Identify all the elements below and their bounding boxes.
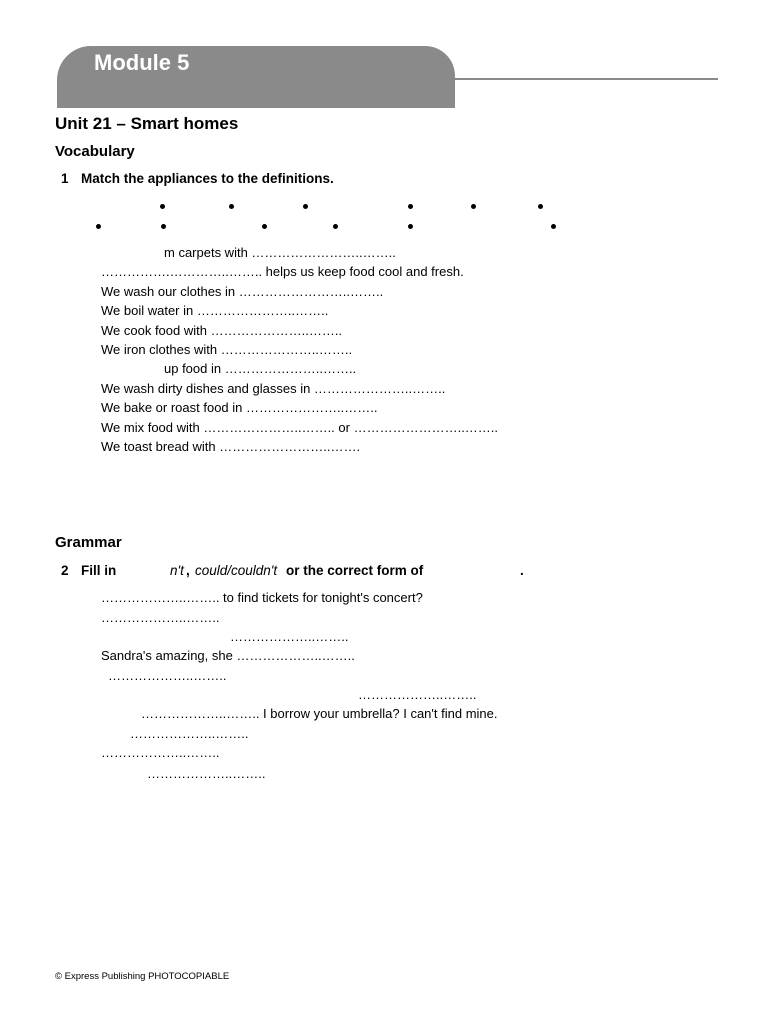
grammar-line: ………………..…….. to find tickets for tonight's concert?: [101, 590, 423, 605]
bullet-dot: [408, 224, 413, 229]
bullet-dot: [161, 224, 166, 229]
vocabulary-line: We bake or roast food in …………………..……..: [101, 400, 378, 415]
vocabulary-line: We wash dirty dishes and glasses in …………………..……..: [101, 381, 446, 396]
vocabulary-line: We toast bread with ……………………..…….: [101, 439, 361, 454]
bullet-dot: [229, 204, 234, 209]
vocabulary-line: up food in …………………..……..: [164, 361, 357, 376]
vocabulary-line: We iron clothes with …………………..……..: [101, 342, 353, 357]
vocabulary-line: We wash our clothes in ……………………..……..: [101, 284, 384, 299]
grammar-line: ………………..……..: [101, 745, 220, 760]
exercise-2-number: 2: [61, 563, 69, 578]
vocabulary-heading: Vocabulary: [55, 143, 135, 160]
grammar-line: ………………..……..: [130, 726, 249, 741]
bullet-dot: [471, 204, 476, 209]
footer-copyright: © Express Publishing PHOTOCOPIABLE: [55, 971, 230, 982]
exercise-2-instruction-end: .: [520, 563, 524, 578]
bullet-dot: [551, 224, 556, 229]
vocabulary-line: We cook food with …………………..……..: [101, 323, 343, 338]
bullet-dot: [408, 204, 413, 209]
bullet-dot: [96, 224, 101, 229]
exercise-2-instruction-word: n't: [170, 563, 184, 578]
bullet-dot: [538, 204, 543, 209]
vocabulary-line: …………….…………..…….. helps us keep food cool and fresh.: [101, 264, 464, 279]
exercise-2-instruction-start: Fill in: [81, 563, 117, 578]
bullet-dot: [303, 204, 308, 209]
vocabulary-line: We mix food with …………………..…….. or ……………………..……..: [101, 420, 499, 435]
grammar-heading: Grammar: [55, 534, 122, 551]
bullet-dot: [333, 224, 338, 229]
grammar-line: ………………..……..: [108, 668, 227, 683]
grammar-line: ………………..……..: [147, 766, 266, 781]
vocabulary-line: We boil water in …………………..……..: [101, 303, 329, 318]
unit-title: Unit 21 – Smart homes: [55, 114, 239, 133]
bullet-dot: [262, 224, 267, 229]
exercise-2-instruction-comma: ,: [186, 563, 190, 578]
bullet-dot: [160, 204, 165, 209]
grammar-line: ………………..……..: [358, 687, 477, 702]
vocabulary-line: m carpets with ……………………..……..: [164, 245, 396, 260]
grammar-line: Sandra's amazing, she ………………..……..: [101, 648, 355, 663]
module-header-rule: [455, 78, 718, 80]
module-title: Module 5: [94, 50, 190, 75]
exercise-2-instruction-middle: or the correct form of: [286, 563, 424, 578]
exercise-1-instruction: Match the appliances to the definitions.: [81, 171, 334, 186]
grammar-line: ………………..……..: [101, 610, 220, 625]
grammar-line: ………………..……..: [230, 629, 349, 644]
exercise-2-instruction-modal: could/couldn't: [195, 563, 278, 578]
exercise-1-number: 1: [61, 171, 69, 186]
grammar-line: ………………..…….. I borrow your umbrella? I can't find mine.: [141, 706, 498, 721]
